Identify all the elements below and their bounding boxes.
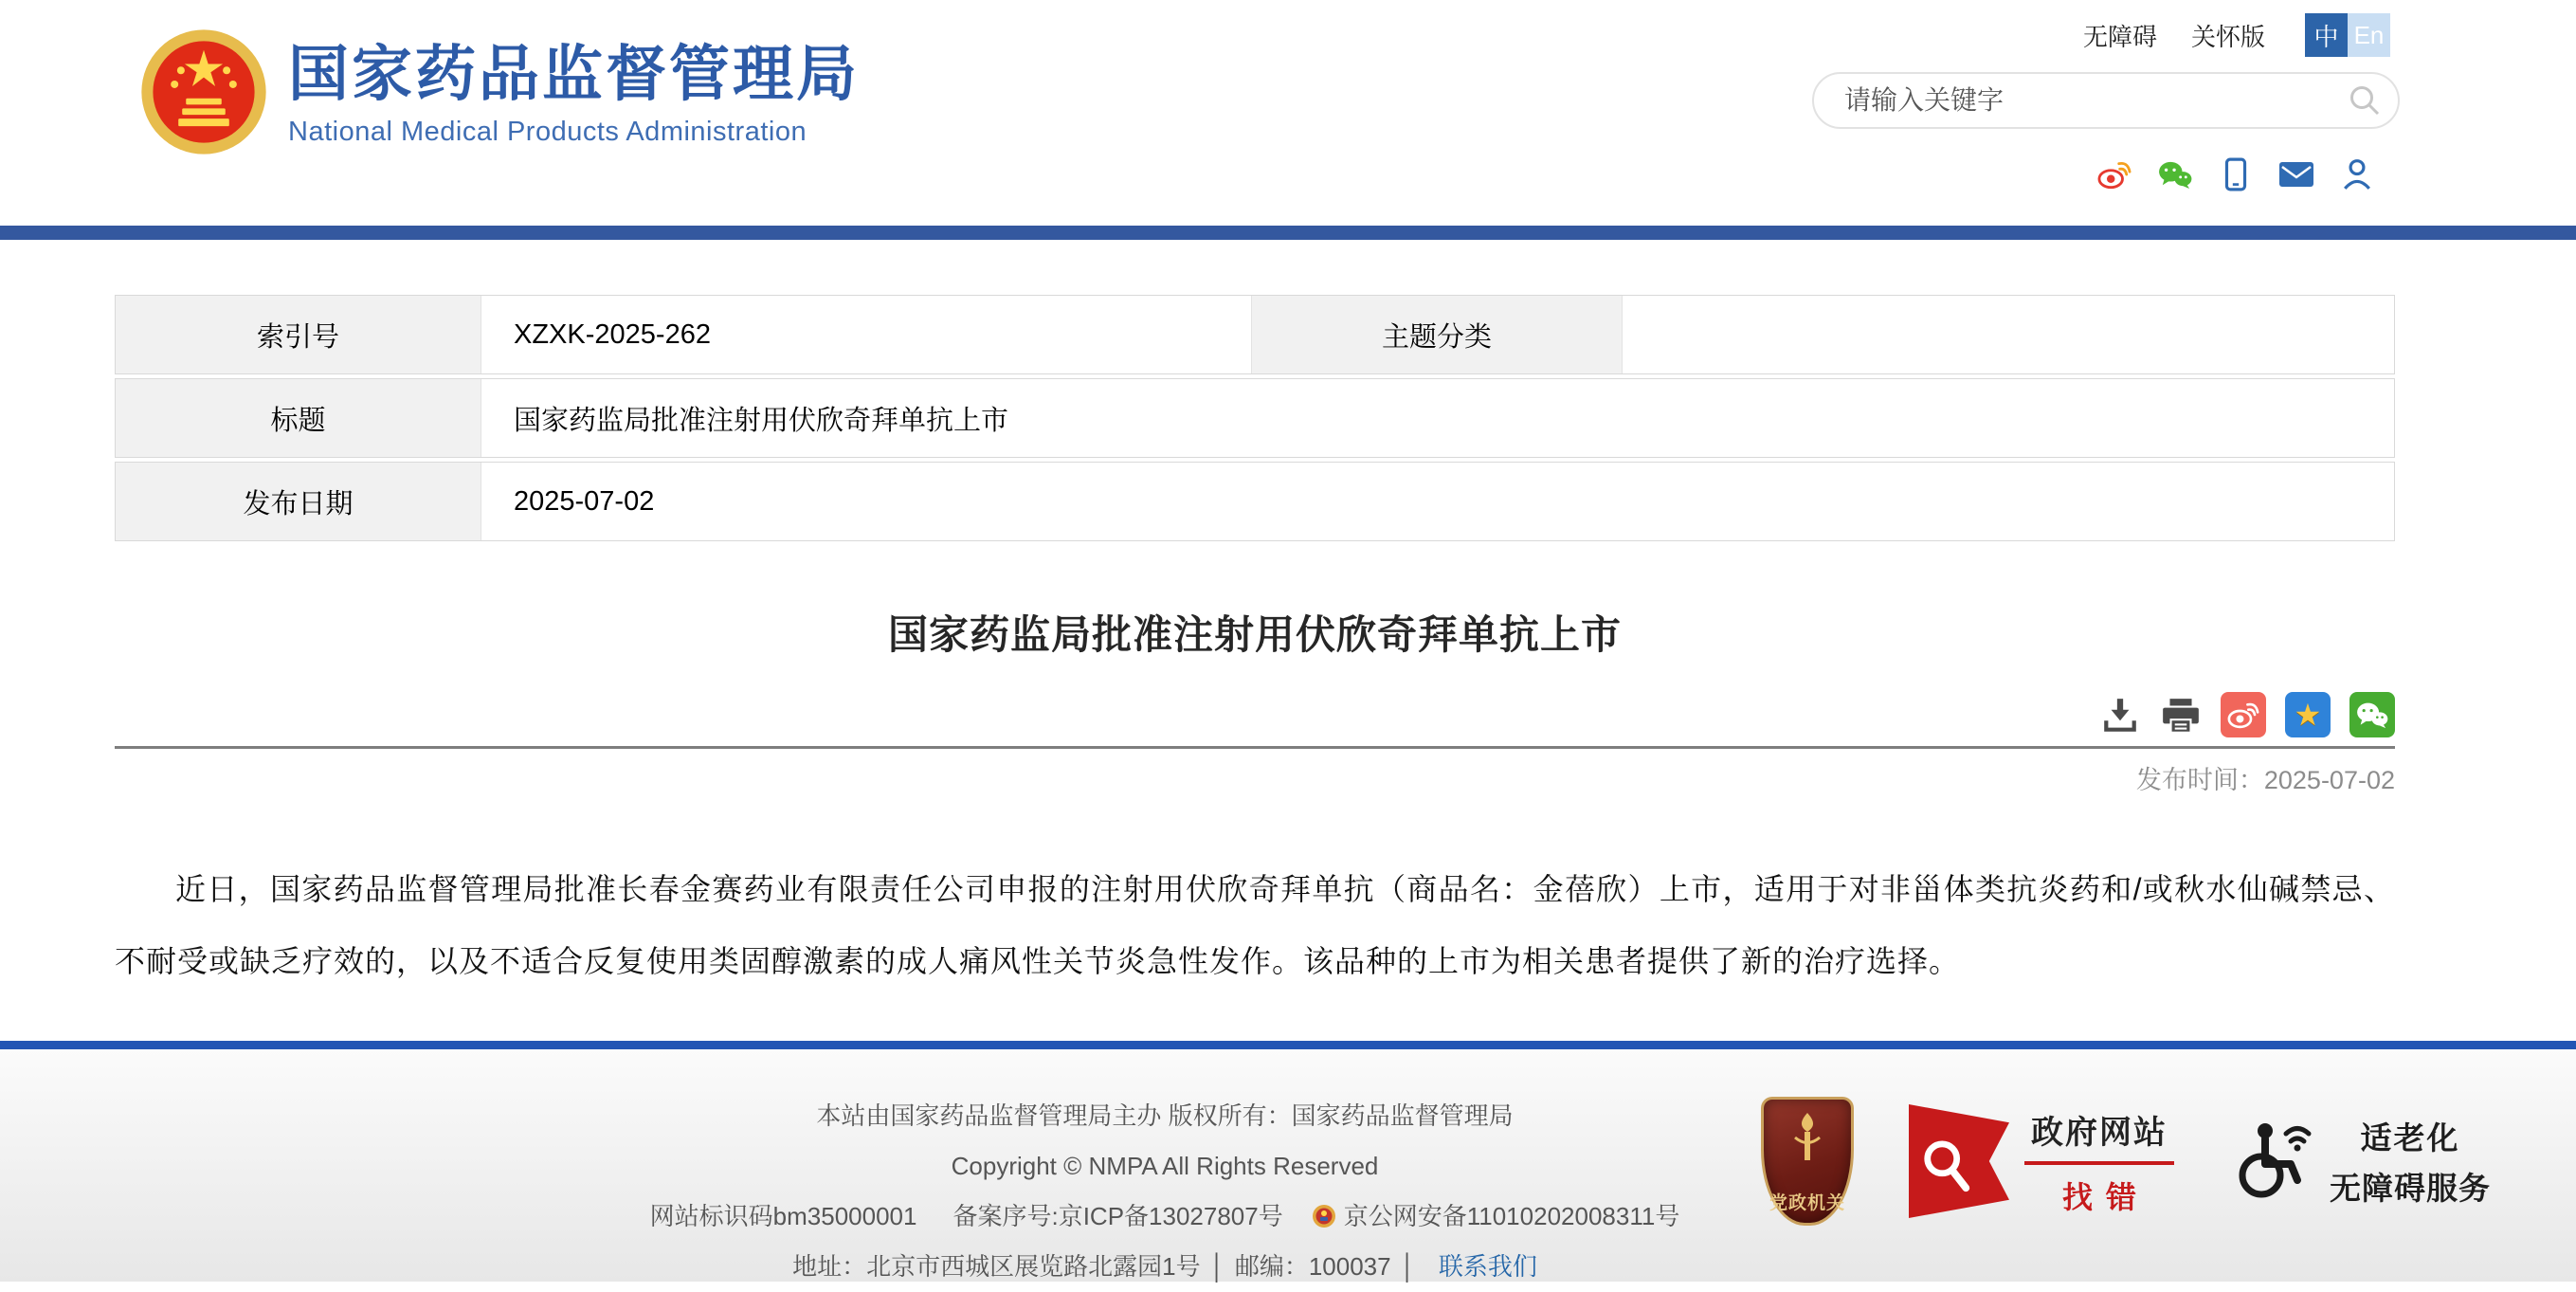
download-button[interactable] bbox=[2099, 694, 2141, 736]
user-icon[interactable] bbox=[2339, 157, 2375, 191]
site-header bbox=[0, 0, 2576, 226]
gov-error-magnifier-icon bbox=[1920, 1137, 1975, 1197]
site-title-block bbox=[288, 37, 860, 148]
publish-time-value: 2025-07-02 bbox=[2263, 766, 2395, 794]
gov-error-flag-icon bbox=[1909, 1104, 2009, 1218]
elderly-accessibility-icon bbox=[2229, 1120, 2316, 1202]
article-divider bbox=[115, 746, 2395, 749]
gov-site-label: 政府网站 bbox=[2031, 1114, 2168, 1151]
header-social-icons bbox=[2096, 157, 2375, 191]
footer-host-line: 本站由国家药品监督管理局主办 版权所有：国家药品监督管理局 bbox=[816, 1101, 1514, 1130]
party-emblem-icon bbox=[1788, 1111, 1826, 1166]
article-action-bar bbox=[115, 691, 2395, 738]
index-number-label: 索引号 bbox=[116, 296, 481, 373]
gov-error-underline bbox=[2024, 1161, 2174, 1165]
header-blue-band bbox=[0, 226, 2576, 240]
national-emblem-icon bbox=[140, 28, 267, 155]
topic-category-value bbox=[1623, 296, 2394, 373]
police-record-number[interactable]: 京公网安备11010202008311号 bbox=[1343, 1202, 1680, 1230]
share-weibo-icon bbox=[2226, 700, 2260, 730]
share-wechat-icon bbox=[2355, 701, 2389, 729]
footer-copyright: Copyright © NMPA All Rights Reserved bbox=[951, 1152, 1379, 1180]
wechat-icon[interactable] bbox=[2157, 157, 2193, 191]
site-footer bbox=[0, 1049, 2576, 1282]
gov-site-find-error-badge[interactable] bbox=[1909, 1104, 2174, 1218]
article-title: 国家药监局批准注射用伏欣奇拜单抗上市 bbox=[887, 612, 1622, 657]
search-box bbox=[1812, 72, 2400, 129]
lang-en-button[interactable]: En bbox=[2348, 13, 2390, 57]
document-info-table bbox=[115, 240, 2395, 541]
share-qzone-button[interactable] bbox=[2285, 692, 2331, 737]
site-title: 国家药品监督管理局 bbox=[288, 39, 860, 108]
lang-zh-button[interactable]: 中 bbox=[2305, 13, 2348, 57]
address-text: 地址：北京市西城区展览路北露园1号 bbox=[792, 1252, 1201, 1281]
share-weibo-button[interactable] bbox=[2221, 692, 2266, 737]
language-toggle bbox=[2305, 13, 2390, 57]
party-badge-label: 党政机关 bbox=[1769, 1193, 1845, 1213]
party-government-badge[interactable] bbox=[1761, 1097, 1854, 1226]
elderly-texts bbox=[2330, 1114, 2491, 1209]
utility-links bbox=[2083, 13, 2390, 57]
accessibility-service-label: 无障碍服务 bbox=[2330, 1171, 2491, 1206]
footer-blue-line bbox=[0, 1041, 2576, 1049]
title-label: 标题 bbox=[116, 379, 481, 457]
share-qzone-star-icon: ★ bbox=[2294, 698, 2322, 732]
article-body: 近日，国家药品监督管理局批准长春金赛药业有限责任公司申报的注射用伏欣奇拜单抗（商品名：金蓓欣）上市，适用于对非甾体类抗炎药和/或秋水仙碱禁忌、不耐受或缺乏疗效的，以及不适合反复使用类固醇激素的成人痛风性关节炎急性发作。该品种的上市为相关患者提供了新的治疗选择。 bbox=[115, 872, 2395, 978]
index-number-value: XZXK-2025-262 bbox=[514, 318, 711, 350]
topic-category-label: 主题分类 bbox=[1251, 296, 1623, 373]
mobile-icon[interactable] bbox=[2218, 157, 2254, 191]
table-row bbox=[115, 295, 2395, 374]
share-wechat-button[interactable] bbox=[2349, 692, 2395, 737]
publish-time bbox=[115, 762, 2395, 798]
police-badge-icon bbox=[1312, 1204, 1336, 1228]
download-icon bbox=[2100, 696, 2140, 736]
care-version-link[interactable]: 关怀版 bbox=[2190, 22, 2265, 51]
mail-icon[interactable] bbox=[2278, 157, 2314, 191]
site-subtitle: National Medical Products Administration bbox=[288, 116, 807, 147]
elderly-accessibility-badge[interactable] bbox=[2229, 1114, 2491, 1209]
publish-time-label: 发布时间： bbox=[2135, 766, 2264, 794]
print-icon bbox=[2160, 698, 2202, 736]
search-icon[interactable] bbox=[2349, 84, 2381, 117]
print-button[interactable] bbox=[2160, 694, 2202, 736]
footer-badges bbox=[1761, 1085, 2491, 1237]
search-input[interactable] bbox=[1812, 72, 2400, 129]
accessibility-link[interactable]: 无障碍 bbox=[2082, 22, 2157, 51]
elderly-label: 适老化 bbox=[2360, 1120, 2460, 1156]
footer-separator: │ bbox=[1400, 1252, 1416, 1281]
table-row bbox=[115, 462, 2395, 541]
publish-date-label: 发布日期 bbox=[116, 463, 481, 540]
table-row bbox=[115, 378, 2395, 458]
footer-address-line bbox=[122, 1242, 2207, 1292]
footer-separator: │ bbox=[1209, 1252, 1225, 1281]
gov-error-texts bbox=[2024, 1106, 2174, 1217]
weibo-icon[interactable] bbox=[2096, 157, 2132, 191]
contact-us-link[interactable]: 联系我们 bbox=[1438, 1252, 1537, 1281]
publish-date-value: 2025-07-02 bbox=[514, 485, 655, 517]
site-logo[interactable] bbox=[140, 28, 860, 155]
icp-number[interactable]: 备案序号:京ICP备13027807号 bbox=[952, 1202, 1283, 1230]
postal-code: 邮编：100037 bbox=[1234, 1252, 1391, 1281]
site-code: 网站标识码bm35000001 bbox=[649, 1202, 917, 1230]
main-content bbox=[0, 240, 2576, 1041]
find-error-label: 找错 bbox=[2061, 1179, 2150, 1214]
title-value: 国家药监局批准注射用伏欣奇拜单抗上市 bbox=[514, 405, 1009, 436]
